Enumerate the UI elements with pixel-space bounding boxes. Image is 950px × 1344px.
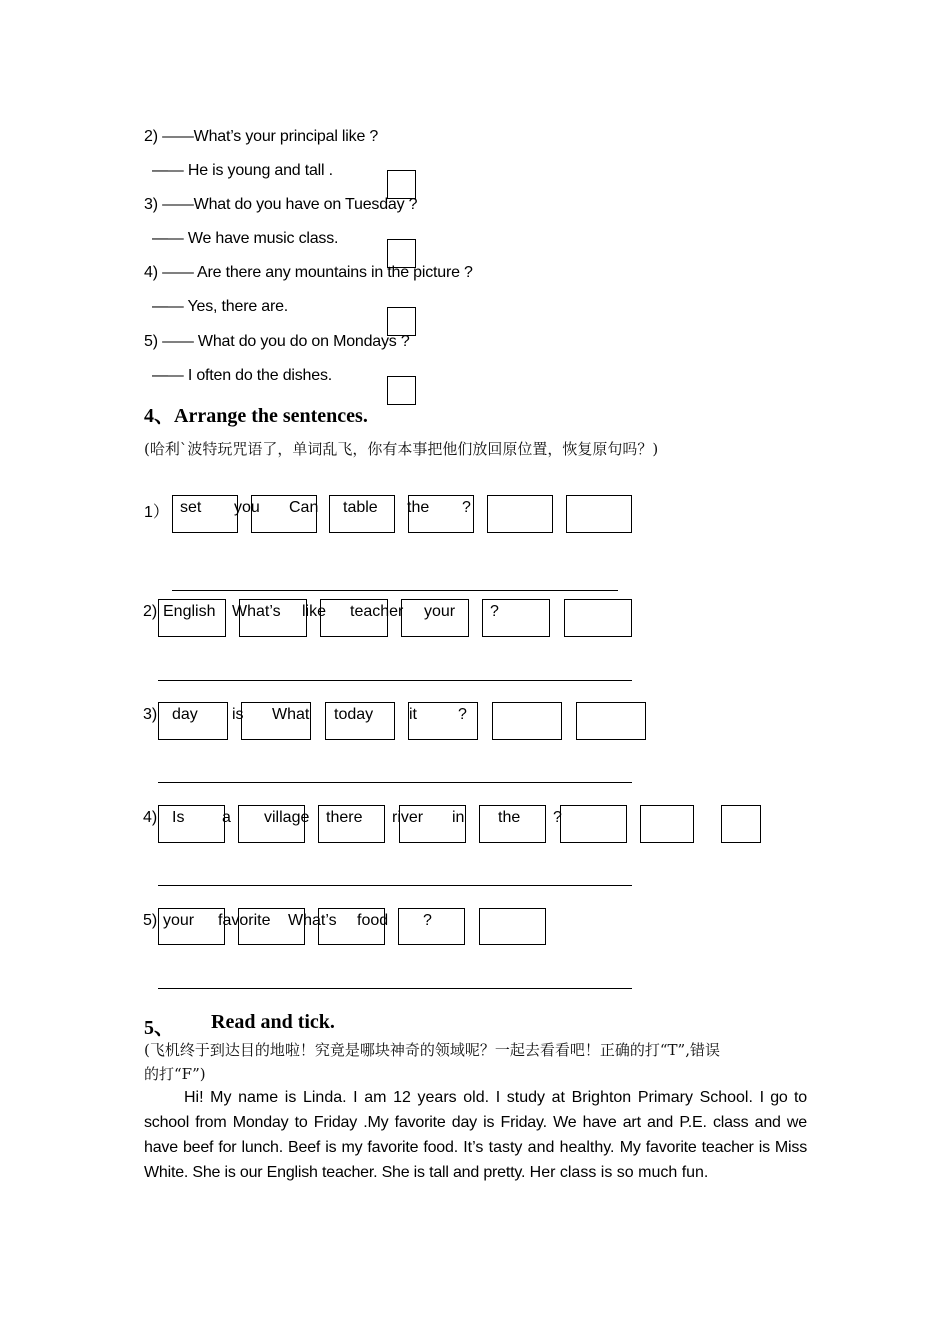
answer-box-3[interactable] [387,239,416,268]
scrambled-word: What [272,706,310,723]
scrambled-word: is [232,706,244,723]
passage-part-2: I go to school from Monday to Friday .My favorite day is Friday. We have art and P.E. class and we have beef for lunch. Beef is my favorite food. [144,1089,808,1156]
scrambled-word: table [343,499,378,516]
dialogue-4-answer: —— Yes, there are. [152,298,289,315]
scrambled-word: it [409,706,417,723]
dialogue-2-question: 2) ——What’s your principal like ? [144,128,379,145]
scrambled-word: ? [553,809,562,826]
answer-box-2[interactable] [387,170,416,199]
answer-line-1[interactable] [172,590,618,591]
answer-line-2[interactable] [158,680,632,681]
answer-box-4[interactable] [387,307,416,336]
dialogue-4-question: 4) —— Are there any mountains in the picture ? [144,264,473,281]
answer-line-5[interactable] [158,988,632,989]
scrambled-word: the [407,499,430,516]
word-box[interactable] [408,702,478,740]
answer-box-5[interactable] [387,376,416,405]
section-5-title: Read and tick. [211,1011,335,1033]
scrambled-word: What’s [232,603,281,620]
section-5-instruction-line-2: 的打“F”) [144,1065,206,1083]
scrambled-word: ? [462,499,471,516]
scrambled-word: today [334,706,374,723]
scrambled-word: there [326,809,363,826]
dialogue-3-question: 3) ——What do you have on Tuesday ? [144,196,418,213]
word-box[interactable] [158,805,225,843]
row-2-number: 2) [143,603,158,620]
section-5-instruction-line-1: (飞机终于到达目的地啦！究竟是哪块神奇的领域呢？一起去看看吧！正确的打“T”,错误 [144,1041,720,1059]
passage-part-5: Her class is so much fun. [525,1164,709,1181]
scrambled-word: you [234,499,260,516]
scrambled-word: your [163,912,195,929]
answer-line-3[interactable] [158,782,632,783]
word-box[interactable] [564,599,632,637]
word-box[interactable] [576,702,646,740]
scrambled-word: What’s [288,912,337,929]
word-box[interactable] [640,805,694,843]
scrambled-word: teacher [350,603,404,620]
word-box[interactable] [487,495,553,533]
passage-part-3: It’s tasty and healthy. [457,1139,620,1156]
scrambled-word: favorite [218,912,271,929]
scrambled-word: your [424,603,456,620]
row-1-number: 1） [144,504,169,521]
passage-part-4: My favorite teacher is Miss White. She is our English teacher. She is tall and pretty. [144,1139,808,1181]
scrambled-word: in [452,809,465,826]
section-4-heading: 4、Arrange the sentences. [144,405,368,427]
scrambled-word: ? [490,603,499,620]
scrambled-word: Is [172,809,185,826]
scrambled-word: river [392,809,424,826]
dialogue-2-answer: —— He is young and tall . [152,162,333,179]
word-box[interactable] [566,495,632,533]
word-box[interactable] [721,805,761,843]
row-4-number: 4) [143,809,158,826]
scrambled-word: day [172,706,198,723]
reading-passage [144,1085,807,1185]
scrambled-word: food [357,912,389,929]
scrambled-word: ? [423,912,432,929]
word-box[interactable] [479,908,546,945]
scrambled-word: the [498,809,521,826]
scrambled-word: Can [289,499,319,516]
section-4-instruction: (哈利`波特玩咒语了，单词乱飞，你有本事把他们放回原位置，恢复原句吗？) [144,440,659,458]
scrambled-word: a [222,809,231,826]
scrambled-word: like [302,603,327,620]
section-5-number: 5、 [144,1017,174,1039]
scrambled-word: village [264,809,310,826]
passage-part-1: Hi! My name is Linda. I am 12 years old. I study at Brighton Primary School. [184,1089,760,1106]
dialogue-3-answer: —— We have music class. [152,230,339,247]
row-3-number: 3) [143,706,158,723]
dialogue-5-question: 5) —— What do you do on Mondays ? [144,333,410,350]
answer-line-4[interactable] [158,885,632,886]
word-box[interactable] [492,702,562,740]
dialogue-5-answer: —— I often do the dishes. [152,367,332,384]
row-5-number: 5) [143,912,158,929]
scrambled-word: English [163,603,216,620]
scrambled-word: set [180,499,202,516]
scrambled-word: ? [458,706,467,723]
word-box[interactable] [560,805,627,843]
